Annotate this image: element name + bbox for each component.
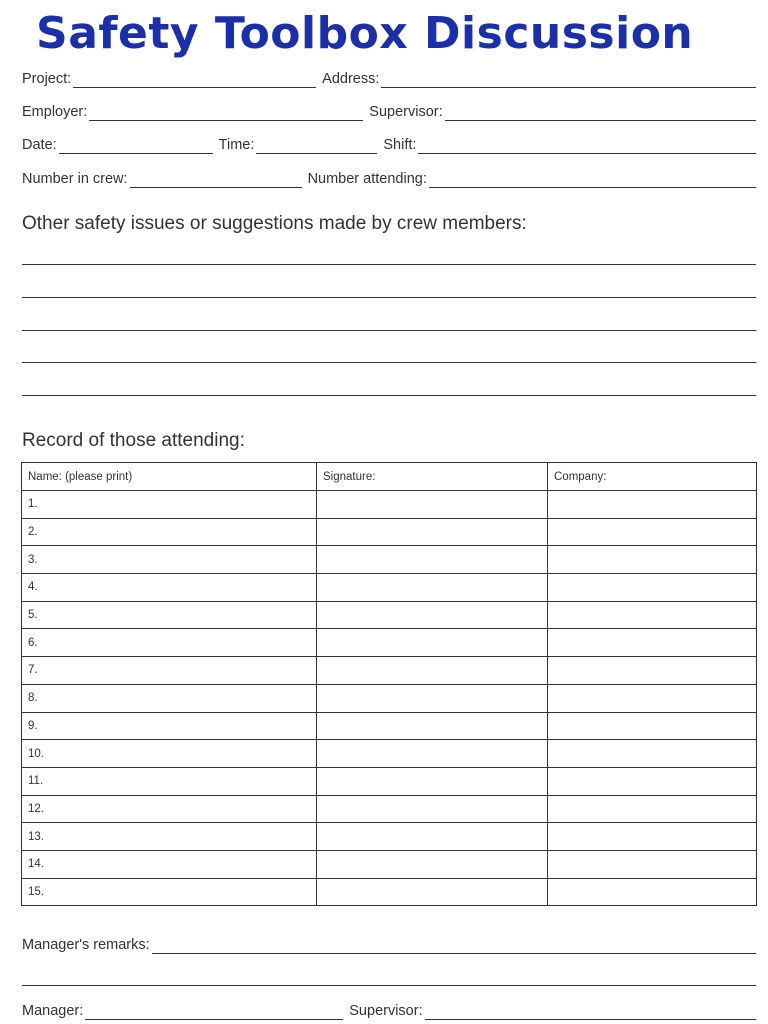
remarks-line[interactable] xyxy=(22,985,756,986)
attendee-name-cell[interactable]: 4. xyxy=(22,574,317,602)
employer-label: Employer: xyxy=(22,104,88,120)
attendee-signature-cell[interactable] xyxy=(317,712,548,740)
attendee-company-cell[interactable] xyxy=(548,850,757,878)
issues-line[interactable] xyxy=(22,264,756,265)
issues-line[interactable] xyxy=(22,330,756,331)
number-in-crew-label: Number in crew: xyxy=(22,171,128,187)
project-address-row xyxy=(22,66,756,88)
attendee-company-cell[interactable] xyxy=(548,684,757,712)
date-time-shift-row xyxy=(22,132,756,154)
address-field[interactable] xyxy=(381,71,756,88)
attendee-name-cell[interactable]: 9. xyxy=(22,712,317,740)
attendee-signature-cell[interactable] xyxy=(317,878,548,906)
issues-heading: Other safety issues or suggestions made by crew members: xyxy=(22,213,527,234)
attendance-row xyxy=(22,740,757,768)
remarks-row xyxy=(22,932,756,954)
employer-field[interactable] xyxy=(89,104,363,121)
attendee-company-cell[interactable] xyxy=(548,546,757,574)
footer-supervisor-label: Supervisor: xyxy=(349,1003,423,1019)
issues-line[interactable] xyxy=(22,395,756,396)
attendee-signature-cell[interactable] xyxy=(317,850,548,878)
attendance-row xyxy=(22,767,757,795)
attendee-company-cell[interactable] xyxy=(548,740,757,768)
date-field[interactable] xyxy=(59,137,213,154)
managers-remarks-field[interactable] xyxy=(152,937,756,954)
attendee-company-cell[interactable] xyxy=(548,712,757,740)
attendee-company-cell[interactable] xyxy=(548,491,757,519)
attendee-signature-cell[interactable] xyxy=(317,657,548,685)
attendance-row xyxy=(22,684,757,712)
attendee-company-cell[interactable] xyxy=(548,795,757,823)
attendee-signature-cell[interactable] xyxy=(317,740,548,768)
attendee-name-cell[interactable]: 8. xyxy=(22,684,317,712)
attendee-name-cell[interactable]: 7. xyxy=(22,657,317,685)
attendance-heading: Record of those attending: xyxy=(22,430,245,451)
company-column-header: Company: xyxy=(548,463,757,491)
attendee-company-cell[interactable] xyxy=(548,574,757,602)
attendee-signature-cell[interactable] xyxy=(317,767,548,795)
attendee-name-cell[interactable]: 1. xyxy=(22,491,317,519)
crew-row xyxy=(22,166,756,188)
attendee-signature-cell[interactable] xyxy=(317,518,548,546)
attendee-company-cell[interactable] xyxy=(548,767,757,795)
issues-line[interactable] xyxy=(22,362,756,363)
attendee-signature-cell[interactable] xyxy=(317,574,548,602)
attendance-table xyxy=(21,462,757,906)
page-title: Safety Toolbox Discussion xyxy=(36,8,694,59)
attendee-signature-cell[interactable] xyxy=(317,491,548,519)
attendance-header-row xyxy=(22,463,757,491)
attendee-signature-cell[interactable] xyxy=(317,601,548,629)
date-label: Date: xyxy=(22,137,57,153)
managers-remarks-label: Manager's remarks: xyxy=(22,937,150,953)
shift-label: Shift: xyxy=(383,137,417,153)
project-label: Project: xyxy=(22,71,72,87)
attendance-row xyxy=(22,878,757,906)
attendee-company-cell[interactable] xyxy=(548,601,757,629)
attendee-name-cell[interactable]: 6. xyxy=(22,629,317,657)
attendance-row xyxy=(22,629,757,657)
employer-supervisor-row xyxy=(22,99,756,121)
project-field[interactable] xyxy=(73,71,316,88)
attendee-company-cell[interactable] xyxy=(548,518,757,546)
attendee-name-cell[interactable]: 11. xyxy=(22,767,317,795)
attendance-row xyxy=(22,518,757,546)
attendance-row xyxy=(22,850,757,878)
address-label: Address: xyxy=(322,71,380,87)
attendee-name-cell[interactable]: 10. xyxy=(22,740,317,768)
attendee-name-cell[interactable]: 13. xyxy=(22,823,317,851)
attendee-name-cell[interactable]: 2. xyxy=(22,518,317,546)
attendance-row xyxy=(22,574,757,602)
attendance-row xyxy=(22,491,757,519)
signature-column-header: Signature: xyxy=(317,463,548,491)
attendance-row xyxy=(22,712,757,740)
attendee-name-cell[interactable]: 12. xyxy=(22,795,317,823)
supervisor-field[interactable] xyxy=(445,104,756,121)
number-attending-field[interactable] xyxy=(429,171,756,188)
issues-line[interactable] xyxy=(22,297,756,298)
manager-label: Manager: xyxy=(22,1003,84,1019)
attendee-company-cell[interactable] xyxy=(548,657,757,685)
attendee-signature-cell[interactable] xyxy=(317,546,548,574)
name-column-header: Name: (please print) xyxy=(22,463,317,491)
supervisor-label: Supervisor: xyxy=(369,104,443,120)
time-field[interactable] xyxy=(256,137,377,154)
shift-field[interactable] xyxy=(418,137,756,154)
attendee-name-cell[interactable]: 5. xyxy=(22,601,317,629)
time-label: Time: xyxy=(218,137,255,153)
number-attending-label: Number attending: xyxy=(307,171,427,187)
manager-field[interactable] xyxy=(85,1003,343,1020)
attendee-signature-cell[interactable] xyxy=(317,795,548,823)
footer-supervisor-field[interactable] xyxy=(425,1003,756,1020)
attendance-row xyxy=(22,795,757,823)
attendance-row xyxy=(22,823,757,851)
attendee-company-cell[interactable] xyxy=(548,823,757,851)
signoff-row xyxy=(22,998,756,1020)
attendee-signature-cell[interactable] xyxy=(317,629,548,657)
attendee-signature-cell[interactable] xyxy=(317,823,548,851)
attendance-row xyxy=(22,546,757,574)
attendee-company-cell[interactable] xyxy=(548,629,757,657)
attendee-name-cell[interactable]: 3. xyxy=(22,546,317,574)
attendee-name-cell[interactable]: 14. xyxy=(22,850,317,878)
attendance-row xyxy=(22,601,757,629)
attendee-company-cell[interactable] xyxy=(548,878,757,906)
attendance-row xyxy=(22,657,757,685)
number-in-crew-field[interactable] xyxy=(130,171,302,188)
attendee-signature-cell[interactable] xyxy=(317,684,548,712)
attendee-name-cell[interactable]: 15. xyxy=(22,878,317,906)
